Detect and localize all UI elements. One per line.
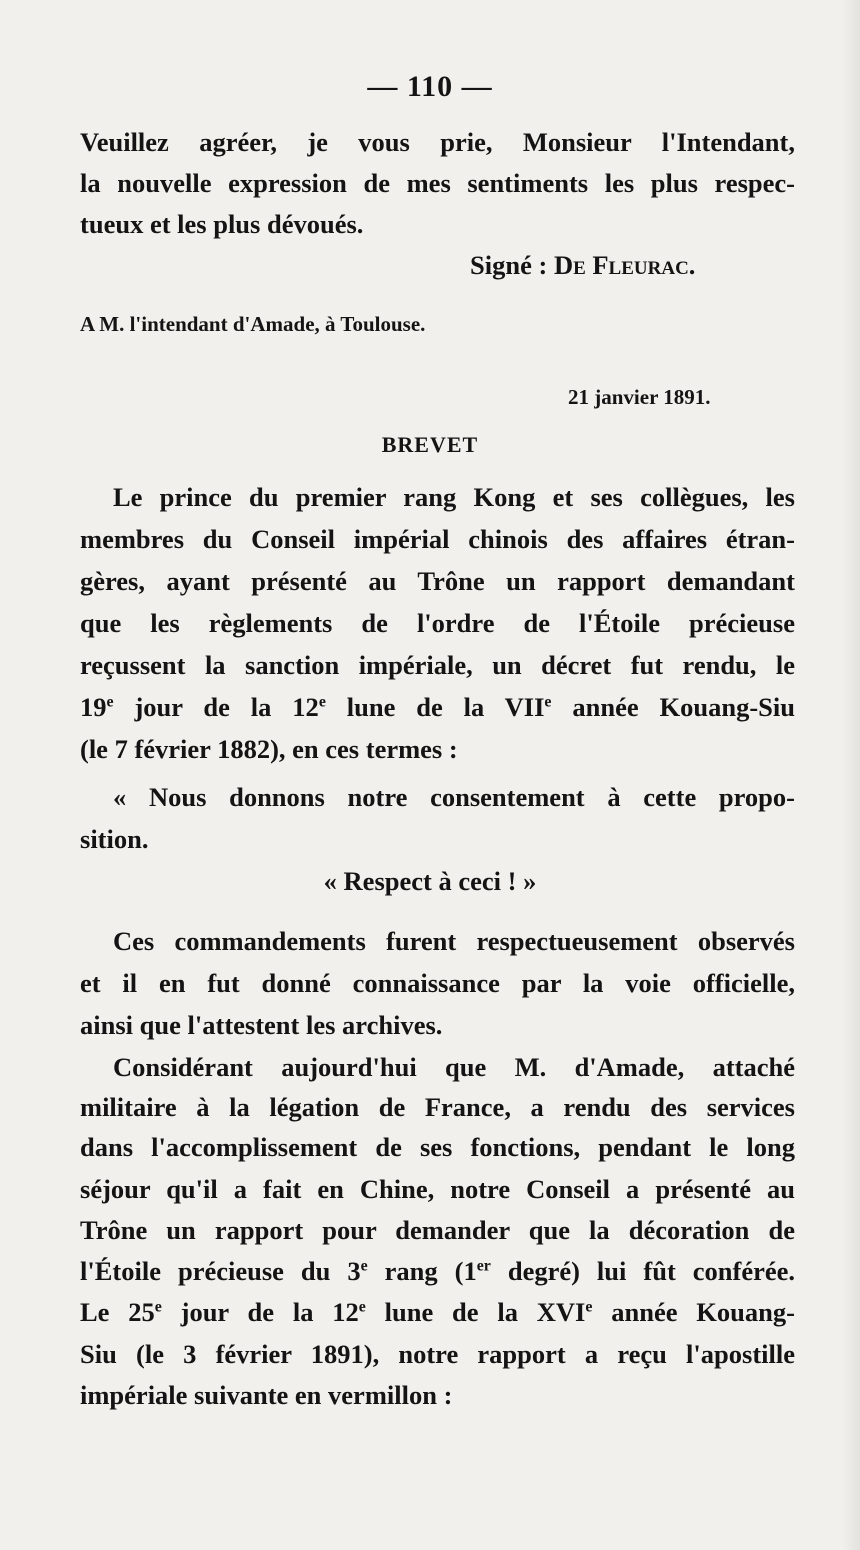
text-line: que les règlements de l'ordre de l'Étoile précieuse — [80, 608, 795, 638]
text-line: Ces commandements furent respectueusement observés — [113, 926, 795, 956]
text-line: et il en fut donné connaissance par la voie officielle, — [80, 968, 795, 998]
text-line: ainsi que l'attestent les archives. — [80, 1010, 443, 1040]
text-line: impériale suivante en vermillon : — [80, 1380, 453, 1410]
text-run: année Kouang-Siu — [551, 692, 795, 722]
superscript: e — [318, 693, 326, 711]
text-run: rang (1 — [367, 1256, 477, 1286]
text-run: Le 25 — [80, 1297, 155, 1327]
text-run: année Kouang- — [592, 1297, 795, 1327]
text-line: Le prince du premier rang Kong et ses collègues, les — [113, 482, 795, 512]
superscript: e — [585, 1298, 593, 1316]
quote-line: « Nous donnons notre consentement à cette propo- — [113, 782, 795, 812]
page-number: — 110 — — [367, 70, 493, 103]
text-run: jour de la 12 — [161, 1297, 359, 1327]
text-line: la nouvelle expression de mes sentiments les plus respec- — [80, 168, 795, 198]
quote-line: « Respect à ceci ! » — [323, 866, 537, 896]
text-line: (le 7 février 1882), en ces termes : — [80, 734, 458, 764]
quote-line: sition. — [80, 824, 149, 854]
text-run: degré) lui fût conférée. — [490, 1256, 796, 1286]
text-line: Trône un rapport pour demander que la décoration de — [80, 1215, 795, 1245]
heading-brevet: BREVET — [381, 432, 479, 457]
text-line: séjour qu'il a fait en Chine, notre Conseil a présenté au — [80, 1174, 795, 1204]
text-run: 19 — [80, 692, 107, 722]
page-edge-shadow — [842, 0, 860, 1550]
date: 21 janvier 1891. — [568, 385, 711, 409]
superscript: er — [476, 1257, 491, 1275]
text-run: lune de la VII — [325, 692, 545, 722]
addressee: A M. l'intendant d'Amade, à Toulouse. — [80, 312, 426, 336]
superscript: e — [106, 693, 114, 711]
text-run: lune de la XVI — [365, 1297, 586, 1327]
text-line — [80, 690, 795, 724]
signature — [470, 248, 780, 282]
signature-name: De Fleurac. — [553, 250, 696, 280]
text-line: dans l'accomplissement de ses fonctions, pendant le long — [80, 1132, 795, 1162]
text-line: tueux et les plus dévoués. — [80, 209, 364, 239]
text-line: Veuillez agréer, je vous prie, Monsieur l'Intendant, — [80, 127, 795, 157]
signature-prefix: Signé : — [470, 250, 554, 280]
text-line: gères, ayant présenté au Trône un rapport demandant — [80, 566, 795, 596]
text-run: l'Étoile précieuse du 3 — [80, 1256, 361, 1286]
text-line — [80, 1295, 795, 1329]
text-line: membres du Conseil impérial chinois des affaires étran- — [80, 524, 795, 554]
superscript: e — [154, 1298, 162, 1316]
text-line: reçussent la sanction impériale, un décret fut rendu, le — [80, 650, 795, 680]
superscript: e — [358, 1298, 366, 1316]
text-line: Siu (le 3 février 1891), notre rapport a reçu l'apostille — [80, 1339, 795, 1369]
text-line: Considérant aujourd'hui que M. d'Amade, attaché — [113, 1052, 795, 1082]
text-line — [80, 1254, 795, 1288]
superscript: e — [360, 1257, 368, 1275]
text-run: jour de la 12 — [113, 692, 319, 722]
text-line: militaire à la légation de France, a rendu des services — [80, 1092, 795, 1122]
superscript: e — [544, 693, 552, 711]
